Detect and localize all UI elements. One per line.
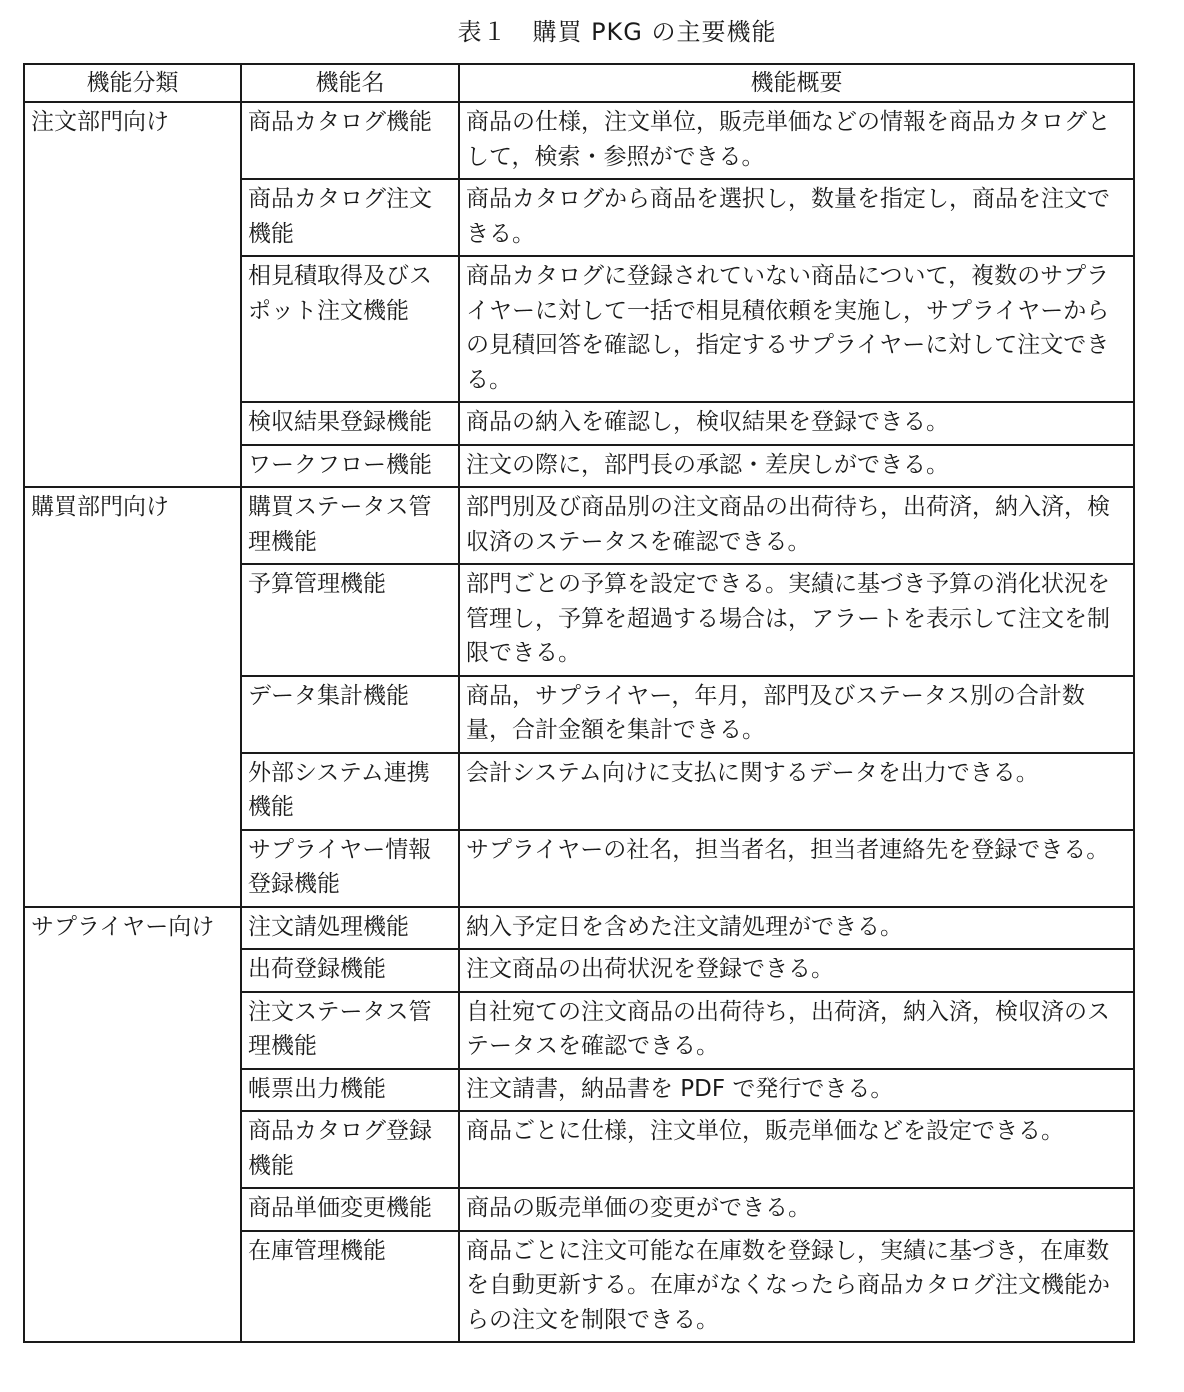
header-row [24,64,1134,102]
table-body [24,102,1134,1342]
function-table [23,63,1135,1343]
function-summary-cell: 商品ごとに注文可能な在庫数を登録し，実績に基づき，在庫数を自動更新する。在庫がなくなったら商品カタログ注文機能からの注文を制限できる。 [459,1231,1134,1343]
function-name-cell: 商品単価変更機能 [241,1188,459,1231]
function-summary-cell: 注文商品の出荷状況を登録できる。 [459,949,1134,992]
function-summary-cell: 部門別及び商品別の注文商品の出荷待ち，出荷済，納入済，検収済のステータスを確認できる。 [459,487,1134,564]
function-summary-cell: 納入予定日を含めた注文請処理ができる。 [459,907,1134,950]
category-cell: 注文部門向け [24,102,241,487]
function-name-cell: 商品カタログ注文機能 [241,179,459,256]
function-name-cell: 商品カタログ登録機能 [241,1111,459,1188]
function-name-cell: サプライヤー情報登録機能 [241,830,459,907]
function-name-cell: 在庫管理機能 [241,1231,459,1343]
function-name-cell: 帳票出力機能 [241,1069,459,1112]
header-function-name: 機能名 [241,64,459,102]
function-name-cell: 予算管理機能 [241,564,459,676]
table-row [24,487,1134,564]
function-summary-cell: 商品の販売単価の変更ができる。 [459,1188,1134,1231]
function-summary-cell: サプライヤーの社名，担当者名，担当者連絡先を登録できる。 [459,830,1134,907]
function-summary-cell: 商品カタログから商品を選択し，数量を指定し，商品を注文できる。 [459,179,1134,256]
table-row [24,102,1134,179]
category-cell: 購買部門向け [24,487,241,907]
function-summary-cell: 会計システム向けに支払に関するデータを出力できる。 [459,753,1134,830]
function-summary-cell: 商品カタログに登録されていない商品について，複数のサプライヤーに対して一括で相見積依頼を実施し，サプライヤーからの見積回答を確認し，指定するサプライヤーに対して注文できる。 [459,256,1134,402]
function-name-cell: 購買ステータス管理機能 [241,487,459,564]
header-category: 機能分類 [24,64,241,102]
function-name-cell: 注文ステータス管理機能 [241,992,459,1069]
function-name-cell: ワークフロー機能 [241,445,459,488]
function-name-cell: 注文請処理機能 [241,907,459,950]
category-cell: サプライヤー向け [24,907,241,1343]
function-name-cell: データ集計機能 [241,676,459,753]
function-summary-cell: 商品の仕様，注文単位，販売単価などの情報を商品カタログとして，検索・参照ができる。 [459,102,1134,179]
function-name-cell: 相見積取得及びスポット注文機能 [241,256,459,402]
function-name-cell: 商品カタログ機能 [241,102,459,179]
function-name-cell: 外部システム連携機能 [241,753,459,830]
table-row [24,907,1134,950]
function-summary-cell: 商品，サプライヤー，年月，部門及びステータス別の合計数量，合計金額を集計できる。 [459,676,1134,753]
function-name-cell: 出荷登録機能 [241,949,459,992]
table-caption: 表１ 購買 PKG の主要機能 [457,18,777,46]
function-summary-cell: 商品の納入を確認し，検収結果を登録できる。 [459,402,1134,445]
function-name-cell: 検収結果登録機能 [241,402,459,445]
header-function-summary: 機能概要 [459,64,1134,102]
function-summary-cell: 部門ごとの予算を設定できる。実績に基づき予算の消化状況を管理し，予算を超過する場合は，アラートを表示して注文を制限できる。 [459,564,1134,676]
function-summary-cell: 注文の際に，部門長の承認・差戻しができる。 [459,445,1134,488]
function-summary-cell: 商品ごとに仕様，注文単位，販売単価などを設定できる。 [459,1111,1134,1188]
function-summary-cell: 自社宛ての注文商品の出荷待ち，出荷済，納入済，検収済のステータスを確認できる。 [459,992,1134,1069]
function-summary-cell: 注文請書，納品書を PDF で発行できる。 [459,1069,1134,1112]
